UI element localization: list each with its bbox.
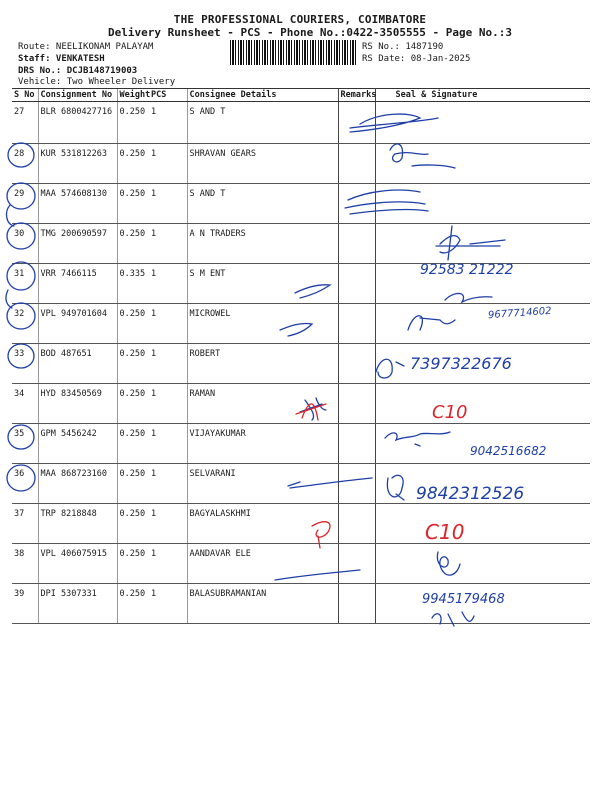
cell-consignment: GPM 5456242 <box>38 424 117 464</box>
cell-consignment: VRR 7466115 <box>38 264 117 304</box>
col-consignee: Consignee Details <box>187 89 338 102</box>
col-seal: Seal & Signature <box>375 89 590 102</box>
cell-seal <box>375 184 590 224</box>
cell-sno: 35 <box>12 424 38 464</box>
cell-sno: 29 <box>12 184 38 224</box>
handwritten-phone-33: 7397322676 <box>410 354 512 373</box>
cell-consignment: DPI 5307331 <box>38 584 117 624</box>
cell-remarks <box>338 504 375 544</box>
cell-consignee: SELVARANI <box>187 464 338 504</box>
table-row <box>12 102 590 144</box>
barcode <box>230 40 356 65</box>
cell-consignee: MICROWEL <box>187 304 338 344</box>
cell-weight: 0.250 <box>117 102 149 144</box>
col-sno: S No <box>12 89 38 102</box>
cell-consignment: VPL 949701604 <box>38 304 117 344</box>
table-row <box>12 184 590 224</box>
col-weight: Weight <box>117 89 149 102</box>
cell-remarks <box>338 384 375 424</box>
cell-remarks <box>338 102 375 144</box>
cell-consignee: SHRAVAN GEARS <box>187 144 338 184</box>
cell-pcs: 1 <box>149 504 187 544</box>
cell-weight: 0.250 <box>117 184 149 224</box>
cell-sno: 38 <box>12 544 38 584</box>
cell-pcs: 1 <box>149 384 187 424</box>
cell-pcs: 1 <box>149 144 187 184</box>
staff-label: Staff: VENKATESH <box>18 54 105 64</box>
col-remarks: Remarks <box>338 89 375 102</box>
drs-label: DRS No.: DCJB148719003 <box>18 66 138 76</box>
cell-pcs: 1 <box>149 264 187 304</box>
cell-pcs: 1 <box>149 424 187 464</box>
cell-consignment: BOD 487651 <box>38 344 117 384</box>
cell-consignee: S AND T <box>187 102 338 144</box>
cell-remarks <box>338 344 375 384</box>
cell-pcs: 1 <box>149 464 187 504</box>
cell-sno: 28 <box>12 144 38 184</box>
table-row <box>12 144 590 184</box>
handwritten-c10-34: C10 <box>432 402 468 423</box>
handwritten-phone-31: 92583 21222 <box>420 262 514 278</box>
cell-seal <box>375 144 590 184</box>
cell-sno: 33 <box>12 344 38 384</box>
cell-remarks <box>338 184 375 224</box>
rs-date-label: RS Date: 08-Jan-2025 <box>362 54 471 64</box>
cell-sno: 34 <box>12 384 38 424</box>
cell-consignee: BAGYALASKHMI <box>187 504 338 544</box>
cell-seal <box>375 384 590 424</box>
cell-remarks <box>338 464 375 504</box>
col-consignment: Consignment No <box>38 89 117 102</box>
table-header <box>12 89 590 102</box>
table-row <box>12 384 590 424</box>
cell-remarks <box>338 264 375 304</box>
cell-pcs: 1 <box>149 184 187 224</box>
cell-consignment: TMG 200690597 <box>38 224 117 264</box>
cell-remarks <box>338 424 375 464</box>
cell-sno: 30 <box>12 224 38 264</box>
company-title: THE PROFESSIONAL COURIERS, COIMBATORE <box>173 13 427 26</box>
cell-weight: 0.250 <box>117 424 149 464</box>
cell-consignee: A N TRADERS <box>187 224 338 264</box>
cell-seal <box>375 304 590 344</box>
cell-consignee: AANDAVAR ELE <box>187 544 338 584</box>
cell-consignment: BLR 6800427716 <box>38 102 117 144</box>
cell-seal <box>375 504 590 544</box>
cell-sno: 31 <box>12 264 38 304</box>
cell-consignee: VIJAYAKUMAR <box>187 424 338 464</box>
cell-remarks <box>338 584 375 624</box>
cell-sno: 36 <box>12 464 38 504</box>
cell-seal <box>375 544 590 584</box>
cell-weight: 0.250 <box>117 304 149 344</box>
cell-pcs: 1 <box>149 224 187 264</box>
cell-consignee: BALASUBRAMANIAN <box>187 584 338 624</box>
cell-consignment: HYD 83450569 <box>38 384 117 424</box>
cell-consignment: VPL 406075915 <box>38 544 117 584</box>
cell-pcs: 1 <box>149 544 187 584</box>
handwritten-phone-39: 9945179468 <box>422 592 505 607</box>
cell-consignee: S M ENT <box>187 264 338 304</box>
table-row <box>12 544 590 584</box>
cell-consignee: RAMAN <box>187 384 338 424</box>
cell-consignment: MAA 574608130 <box>38 184 117 224</box>
cell-consignment: KUR 531812263 <box>38 144 117 184</box>
cell-weight: 0.250 <box>117 224 149 264</box>
cell-sno: 32 <box>12 304 38 344</box>
cell-seal <box>375 224 590 264</box>
cell-sno: 39 <box>12 584 38 624</box>
cell-weight: 0.250 <box>117 544 149 584</box>
cell-weight: 0.250 <box>117 384 149 424</box>
cell-remarks <box>338 144 375 184</box>
runsheet-subtitle: Delivery Runsheet - PCS - Phone No.:0422-3505555 - Page No.:3 <box>108 26 512 39</box>
cell-pcs: 1 <box>149 102 187 144</box>
handwritten-phone-36: 9842312526 <box>416 484 525 504</box>
cell-pcs: 1 <box>149 344 187 384</box>
table-row <box>12 504 590 544</box>
cell-weight: 0.250 <box>117 584 149 624</box>
cell-consignee: ROBERT <box>187 344 338 384</box>
cell-sno: 27 <box>12 102 38 144</box>
vehicle-label: Vehicle: Two Wheeler Delivery <box>18 77 176 87</box>
route-label: Route: NEELIKONAM PALAYAM <box>18 42 154 52</box>
cell-pcs: 1 <box>149 304 187 344</box>
cell-weight: 0.250 <box>117 504 149 544</box>
cell-consignee: S AND T <box>187 184 338 224</box>
cell-sno: 37 <box>12 504 38 544</box>
cell-consignment: MAA 868723160 <box>38 464 117 504</box>
cell-remarks <box>338 544 375 584</box>
handwritten-phone-35: 9042516682 <box>470 444 547 458</box>
cell-weight: 0.250 <box>117 344 149 384</box>
rs-no-label: RS No.: 1487190 <box>362 42 444 52</box>
cell-weight: 0.335 <box>117 264 149 304</box>
cell-remarks <box>338 304 375 344</box>
cell-pcs: 1 <box>149 584 187 624</box>
cell-weight: 0.250 <box>117 144 149 184</box>
table-row <box>12 224 590 264</box>
cell-consignment: TRP 8218848 <box>38 504 117 544</box>
cell-remarks <box>338 224 375 264</box>
cell-weight: 0.250 <box>117 464 149 504</box>
handwritten-c10-37: C10 <box>425 520 465 544</box>
cell-seal <box>375 102 590 144</box>
col-pcs: PCS <box>149 89 187 102</box>
handwritten-phone-32: 9677714602 <box>487 305 552 322</box>
